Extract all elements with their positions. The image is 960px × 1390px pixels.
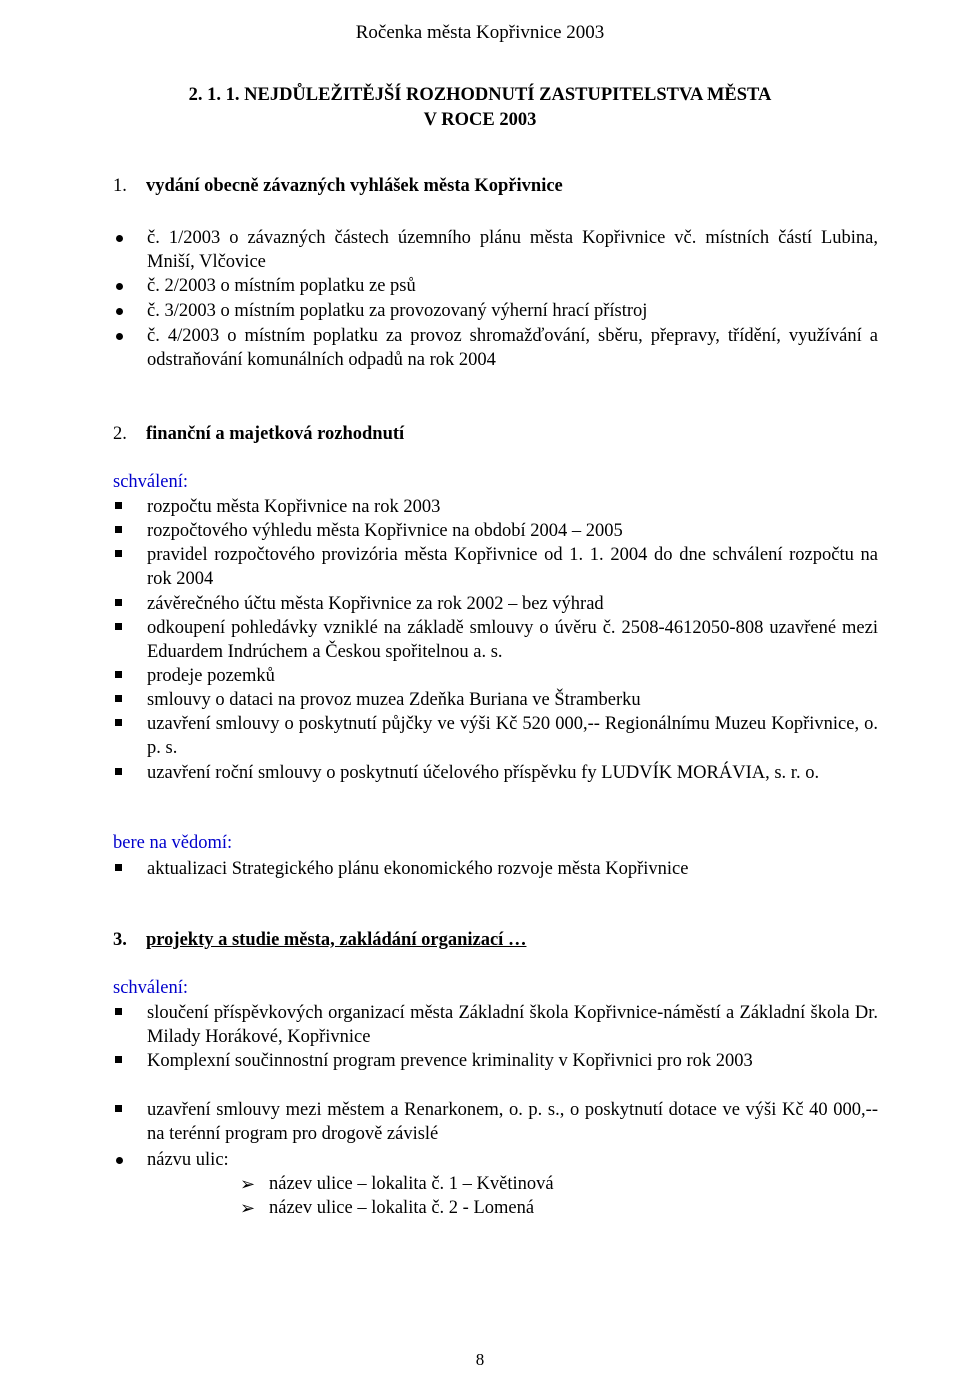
square-bullet-icon [113, 543, 135, 567]
document-title-line2: V ROCE 2003 [423, 110, 537, 130]
list-item: č. 2/2003 o místním poplatku ze psů [113, 274, 878, 298]
list-item: uzavření smlouvy mezi městem a Renarkonem, o. p. s., o poskytnutí dotace ve výši Kč 40 000,-- na terénní program pro drogově závislé [113, 1098, 878, 1146]
street-item: ➢ název ulice – lokalita č. 1 – Květinová [240, 1174, 554, 1194]
section-2-number: 2. [113, 424, 127, 444]
square-bullet-icon [113, 1098, 135, 1122]
arrow-bullet-icon: ➢ [240, 1174, 256, 1194]
arrow-bullet-icon: ➢ [240, 1198, 256, 1218]
list-item: rozpočtu města Kopřivnice na rok 2003 [113, 495, 878, 519]
round-bullet-icon [113, 1148, 135, 1172]
square-bullet-icon [113, 519, 135, 543]
square-bullet-icon [113, 1001, 135, 1025]
list-item: Komplexní součinnostní program prevence kriminality v Kopřivnici pro rok 2003 [113, 1049, 878, 1073]
square-bullet-icon [113, 616, 135, 640]
square-bullet-icon [113, 857, 135, 881]
list-item: uzavření roční smlouvy o poskytnutí účelového příspěvku fy LUDVÍK MORÁVIA, s. r. o. [113, 761, 878, 785]
list-item: závěrečného účtu města Kopřivnice za rok 2002 – bez výhrad [113, 592, 878, 616]
list-item: aktualizaci Strategického plánu ekonomického rozvoje města Kopřivnice [113, 857, 878, 881]
list-item: č. 4/2003 o místním poplatku za provoz shromažďování, sběru, přepravy, třídění, využívání a odstraňování komunálních odpadů na rok 2004 [113, 324, 878, 372]
street-item: ➢ název ulice – lokalita č. 2 - Lomená [240, 1198, 535, 1218]
approval-label: schválení: [113, 978, 189, 998]
square-bullet-icon [113, 688, 135, 712]
square-bullet-icon [113, 495, 135, 519]
list-item: pravidel rozpočtového provizória města Kopřivnice od 1. 1. 2004 do dne schválení rozpočtu na rok 2004 [113, 543, 878, 591]
notice-label: bere na vědomí: [113, 833, 233, 853]
round-bullet-icon [113, 299, 135, 323]
list-item: prodeje pozemků [113, 664, 878, 688]
list-item: odkoupení pohledávky vzniklé na základě smlouvy o úvěru č. 2508-4612050-808 uzavřené mezi Eduardem Indrúchem a Českou spořitelnou a. s. [113, 616, 878, 664]
list-item: č. 1/2003 o závazných částech územního plánu města Kopřivnice vč. místních částí Lubina, Mniší, Vlčovice [113, 226, 878, 274]
running-header: Ročenka města Kopřivnice 2003 [355, 22, 605, 43]
approval-label: schválení: [113, 472, 189, 492]
round-bullet-icon [113, 324, 135, 348]
square-bullet-icon [113, 712, 135, 736]
square-bullet-icon [113, 761, 135, 785]
square-bullet-icon [113, 592, 135, 616]
list-item: rozpočtového výhledu města Kopřivnice na období 2004 – 2005 [113, 519, 878, 543]
round-bullet-icon [113, 274, 135, 298]
section-3-heading: projekty a studie města, zakládání organizací … [146, 930, 527, 950]
list-item: názvu ulic: [113, 1148, 878, 1172]
section-3-number: 3. [113, 930, 127, 950]
square-bullet-icon [113, 1049, 135, 1073]
section-2-heading: finanční a majetková rozhodnutí [146, 424, 405, 444]
square-bullet-icon [113, 664, 135, 688]
document-title-line1: 2. 1. 1. NEJDŮLEŽITĚJŠÍ ROZHODNUTÍ ZASTUPITELSTVA MĚSTA [188, 85, 772, 105]
section-1-number: 1. [113, 176, 127, 196]
list-item: č. 3/2003 o místním poplatku za provozovaný výherní hrací přístroj [113, 299, 878, 323]
list-item: sloučení příspěvkových organizací města Základní škola Kopřivnice-náměstí a Základní škola Dr. Milady Horákové, Kopřivnice [113, 1001, 878, 1049]
page-number: 8 [475, 1350, 485, 1369]
list-item: uzavření smlouvy o poskytnutí půjčky ve výši Kč 520 000,-- Regionálnímu Muzeu Kopřivnice, o. p. s. [113, 712, 878, 760]
round-bullet-icon [113, 226, 135, 250]
section-1-heading: vydání obecně závazných vyhlášek města Kopřivnice [146, 176, 563, 196]
list-item: smlouvy o dataci na provoz muzea Zdeňka Buriana ve Štramberku [113, 688, 878, 712]
